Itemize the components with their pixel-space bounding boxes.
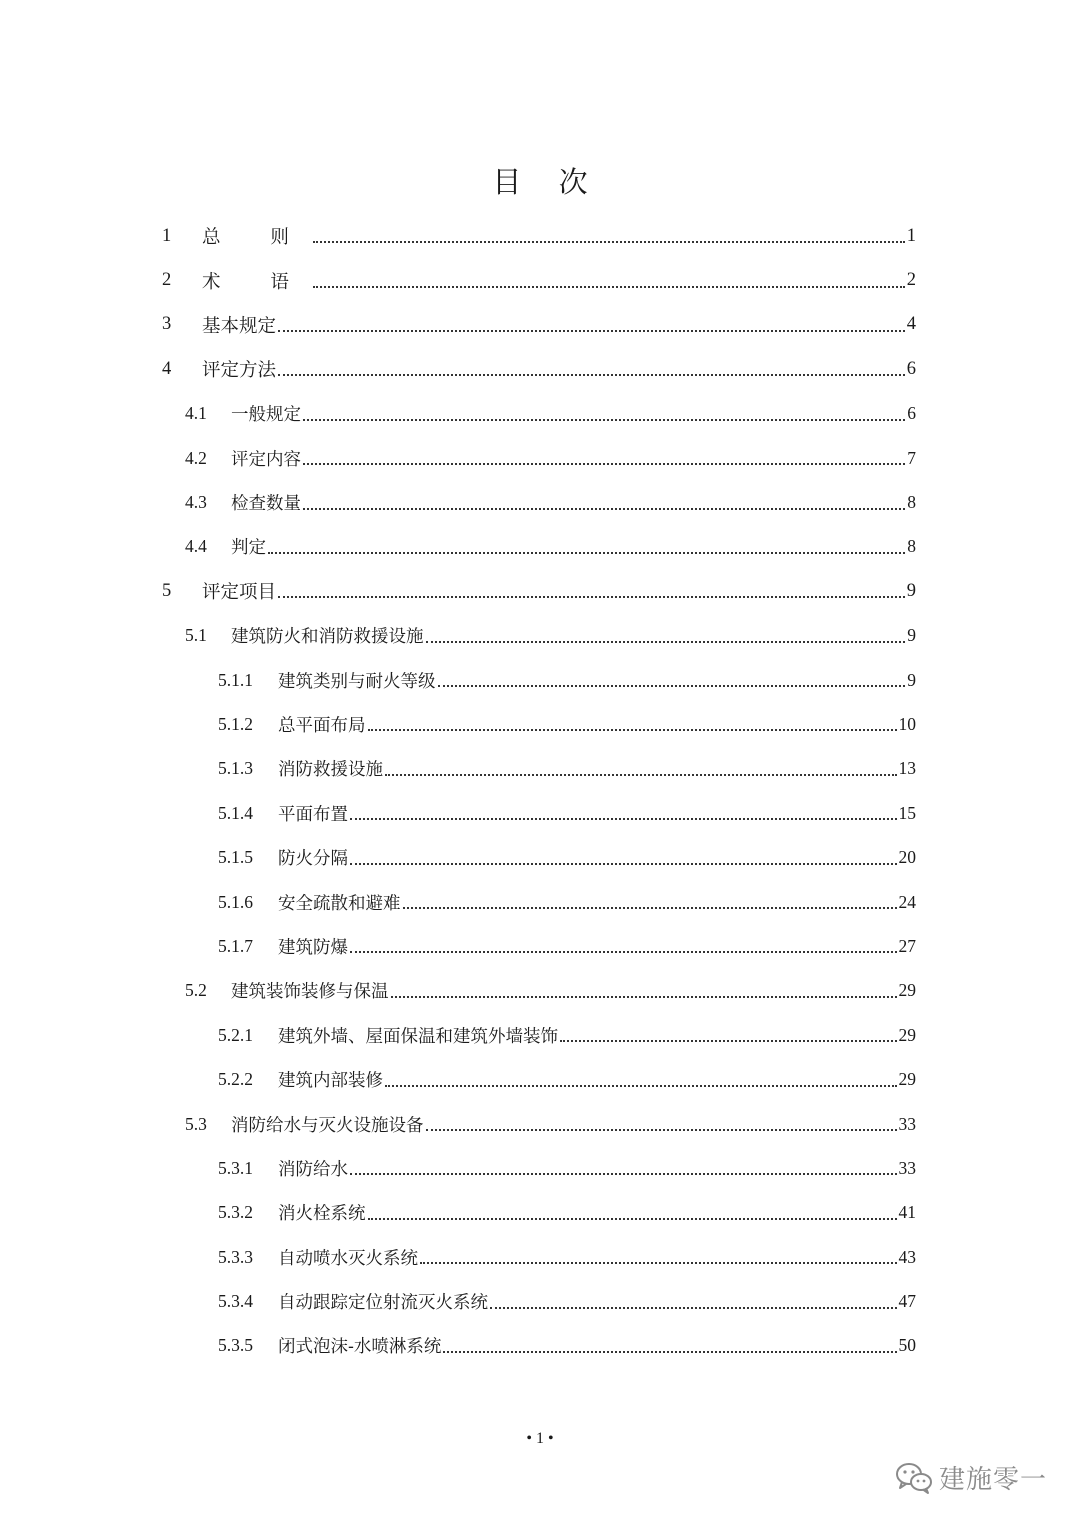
toc-entry-title: 一般规定 — [231, 405, 301, 426]
toc-entry-page: 43 — [898, 1246, 916, 1267]
toc-entry-title: 消防给水与灭火设施设备 — [231, 1115, 424, 1136]
toc-entry-title: 消防给水 — [278, 1159, 348, 1180]
toc-leader-dots — [350, 818, 897, 820]
page-number: • 1 • — [526, 1430, 554, 1447]
toc-entry-number: 1 — [162, 225, 172, 246]
toc-entry-title: 闭式泡沫-水喷淋系统 — [278, 1337, 442, 1358]
toc-entry-page: 6 — [907, 403, 916, 424]
toc-entry[interactable] — [0, 525, 1080, 569]
toc-entry-number: 5.1.7 — [218, 935, 253, 956]
toc-entry-page: 41 — [898, 1202, 916, 1223]
toc-leader-dots — [391, 996, 897, 998]
toc-entry-title: 基本规定 — [202, 315, 277, 337]
toc-leader-dots — [368, 729, 897, 731]
toc-entry[interactable] — [0, 480, 1080, 524]
toc-entry[interactable] — [0, 747, 1080, 791]
toc-entry[interactable] — [0, 658, 1080, 702]
toc-leader-dots — [303, 508, 905, 510]
toc-leader-dots — [350, 1173, 897, 1175]
toc-entry-number: 5.1.1 — [218, 669, 253, 690]
toc-entry-title: 建筑内部装修 — [278, 1071, 383, 1092]
toc-entry[interactable] — [0, 1102, 1080, 1146]
toc-entry-title: 评定方法 — [202, 360, 277, 382]
toc-entry-page: 8 — [907, 492, 916, 513]
toc-entry-page: 2 — [906, 270, 916, 291]
toc-entry[interactable] — [0, 1191, 1080, 1235]
toc-entry-title: 评定项目 — [202, 582, 277, 604]
toc-entry[interactable] — [0, 880, 1080, 924]
toc-entry-number: 5.1.6 — [218, 891, 253, 912]
watermark — [895, 1459, 1047, 1496]
toc-leader-dots — [303, 419, 905, 421]
toc-entry-page: 29 — [898, 980, 916, 1001]
toc-entry-number: 5.1.4 — [218, 802, 253, 823]
toc-leader-dots — [443, 1351, 896, 1353]
toc-entry-page: 33 — [898, 1157, 916, 1178]
toc-entry-title: 总平面布局 — [278, 715, 366, 736]
toc-entry-number: 5.1.3 — [218, 758, 253, 779]
toc-entry-page: 1 — [906, 225, 916, 246]
toc-entry-page: 47 — [898, 1291, 916, 1312]
toc-entry-page: 24 — [898, 891, 916, 912]
toc-entry[interactable] — [0, 835, 1080, 879]
toc-leader-dots — [426, 641, 906, 643]
toc-entry-number: 5.1.5 — [218, 847, 253, 868]
toc-entry-number: 5.2 — [185, 980, 207, 1001]
toc-leader-dots — [403, 907, 897, 909]
toc-entry-number: 5.3.2 — [218, 1202, 253, 1223]
table-of-contents — [0, 214, 1080, 1368]
toc-entry-page: 29 — [898, 1024, 916, 1045]
toc-entry-title: 检查数量 — [231, 494, 301, 515]
wechat-icon — [895, 1461, 933, 1495]
toc-entry-title: 判定 — [231, 538, 266, 559]
watermark-text: 建施零一 — [939, 1465, 1048, 1495]
toc-entry[interactable] — [0, 1146, 1080, 1190]
toc-entry-number: 4.2 — [185, 447, 207, 468]
toc-entry[interactable] — [0, 702, 1080, 746]
toc-entry-title: 消防救援设施 — [278, 760, 383, 781]
toc-entry-title: 建筑外墙、屋面保温和建筑外墙装饰 — [278, 1026, 558, 1047]
toc-entry[interactable] — [0, 436, 1080, 480]
toc-entry-page: 7 — [907, 447, 916, 468]
toc-leader-dots — [560, 1040, 897, 1042]
toc-leader-dots — [278, 596, 905, 598]
toc-entry-number: 5.1.2 — [218, 713, 253, 734]
toc-leader-dots — [438, 685, 906, 687]
toc-entry-number: 5.2.2 — [218, 1069, 253, 1090]
toc-entry-page: 29 — [898, 1069, 916, 1090]
toc-entry[interactable] — [0, 347, 1080, 391]
toc-entry-page: 10 — [898, 713, 916, 734]
toc-entry-title: 术 语 — [202, 271, 311, 293]
toc-entry-number: 4.4 — [185, 536, 207, 557]
toc-leader-dots — [313, 241, 905, 243]
toc-entry[interactable] — [0, 614, 1080, 658]
toc-entry[interactable] — [0, 258, 1080, 302]
toc-entry[interactable] — [0, 1324, 1080, 1368]
toc-entry-title: 建筑装饰装修与保温 — [231, 982, 389, 1003]
toc-entry[interactable] — [0, 924, 1080, 968]
toc-entry-page: 15 — [898, 802, 916, 823]
toc-leader-dots — [490, 1307, 897, 1309]
toc-entry-number: 4.1 — [185, 403, 207, 424]
toc-entry-number: 5.3.4 — [218, 1291, 253, 1312]
toc-leader-dots — [385, 1085, 897, 1087]
toc-entry[interactable] — [0, 1235, 1080, 1279]
toc-entry[interactable] — [0, 1279, 1080, 1323]
toc-entry-title: 安全疏散和避难 — [278, 893, 401, 914]
toc-leader-dots — [350, 863, 897, 865]
toc-leader-dots — [303, 463, 905, 465]
toc-entry-page: 9 — [907, 669, 916, 690]
toc-entry-title: 自动喷水灭火系统 — [278, 1248, 418, 1269]
toc-entry-title: 评定内容 — [231, 449, 301, 470]
toc-entry-page: 6 — [906, 358, 916, 379]
toc-entry-number: 5.3.3 — [218, 1246, 253, 1267]
toc-leader-dots — [313, 286, 905, 288]
toc-entry-title: 建筑防火和消防救援设施 — [231, 627, 424, 648]
toc-entry-page: 8 — [907, 536, 916, 557]
toc-leader-dots — [268, 552, 905, 554]
toc-entry-page: 13 — [898, 758, 916, 779]
toc-entry[interactable] — [0, 791, 1080, 835]
toc-leader-dots — [278, 374, 905, 376]
toc-leader-dots — [368, 1218, 897, 1220]
toc-leader-dots — [350, 951, 897, 953]
toc-entry-title: 防火分隔 — [278, 849, 348, 870]
toc-entry-title: 平面布置 — [278, 804, 348, 825]
toc-entry-number: 5.3 — [185, 1113, 207, 1134]
page-title: 目 次 — [492, 165, 602, 199]
toc-leader-dots — [385, 774, 897, 776]
toc-entry-page: 33 — [898, 1113, 916, 1134]
toc-entry-number: 5.3.1 — [218, 1157, 253, 1178]
toc-entry[interactable] — [0, 214, 1080, 258]
toc-leader-dots — [420, 1262, 897, 1264]
toc-entry-title: 自动跟踪定位射流灭火系统 — [278, 1293, 488, 1314]
toc-entry[interactable] — [0, 969, 1080, 1013]
toc-entry-number: 5.2.1 — [218, 1024, 253, 1045]
toc-entry-title: 建筑类别与耐火等级 — [278, 671, 436, 692]
toc-entry[interactable] — [0, 392, 1080, 436]
toc-entry-page: 9 — [907, 625, 916, 646]
toc-leader-dots — [426, 1129, 897, 1131]
toc-entry-page: 4 — [906, 314, 916, 335]
toc-entry-page: 50 — [898, 1335, 916, 1356]
toc-entry-title: 建筑防爆 — [278, 937, 348, 958]
toc-entry-number: 4 — [162, 358, 172, 379]
toc-entry-title: 总 则 — [202, 227, 311, 249]
toc-entry-page: 9 — [906, 580, 916, 601]
toc-leader-dots — [278, 330, 905, 332]
toc-entry[interactable] — [0, 303, 1080, 347]
toc-entry[interactable] — [0, 1057, 1080, 1101]
toc-entry[interactable] — [0, 569, 1080, 613]
toc-entry-number: 3 — [162, 314, 172, 335]
toc-entry-page: 27 — [898, 935, 916, 956]
toc-entry-number: 5.1 — [185, 625, 207, 646]
toc-entry-number: 5.3.5 — [218, 1335, 253, 1356]
toc-entry-number: 4.3 — [185, 492, 207, 513]
toc-entry[interactable] — [0, 1013, 1080, 1057]
toc-entry-number: 2 — [162, 270, 172, 291]
toc-entry-title: 消火栓系统 — [278, 1204, 366, 1225]
toc-entry-number: 5 — [162, 580, 172, 601]
toc-entry-page: 20 — [898, 847, 916, 868]
